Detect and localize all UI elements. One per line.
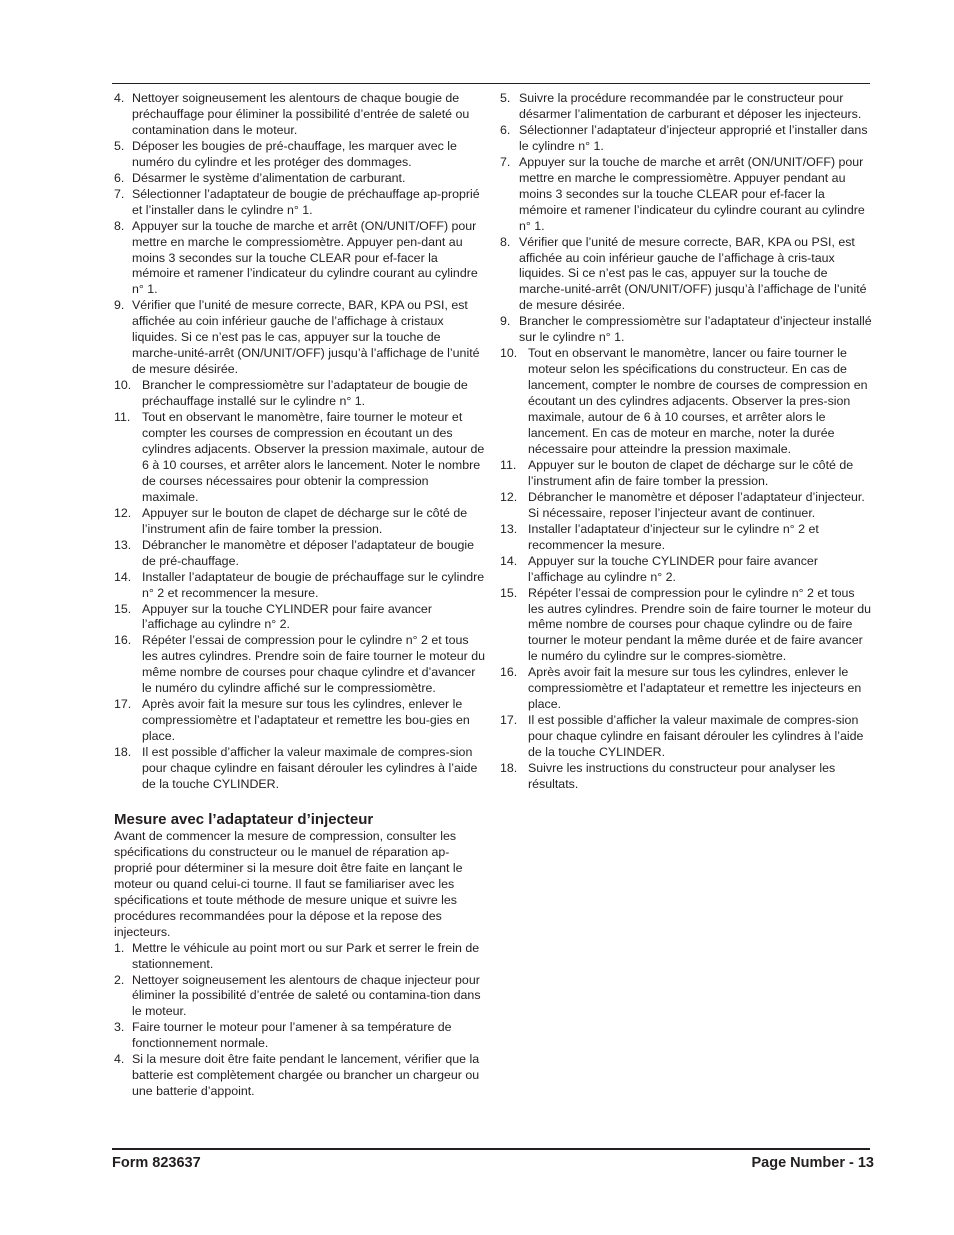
list-item [114,941,486,973]
step-number: 4. [114,1052,125,1067]
list-item [114,139,486,171]
step-number: 5. [114,138,125,153]
step-number: 6. [500,122,511,137]
left-column [114,91,486,1100]
step-number: 6. [114,170,125,185]
step-number: 3. [114,1020,125,1035]
step-number: 4. [114,91,125,105]
list-item [500,91,872,123]
step-number: 7. [114,186,125,201]
list-item [114,187,486,219]
step-text: Brancher le compressiomètre sur l’adaptateur d’injecteur installé sur le cylindre n° 1. [519,314,872,345]
list-item [500,761,872,793]
list-item [500,123,872,155]
step-text: Après avoir fait la mesure sur tous les cylindres, enlever le compressiomètre et l’adaptateur et remettre les injecteurs en place. [528,665,862,712]
step-number: 12. [114,505,132,520]
step-text: Vérifier que l’unité de mesure correcte, BAR, KPA ou PSI, est affichée au coin inférieur gauche de l’affichage à cristaux liquides. Si ce n’est pas le cas, appuyer sur la touche de marche-unité-arrêt (ON/UNIT/OFF) jusqu’à l’affichage de l’unité de mesure désirée. [132,298,480,377]
step-text: Appuyer sur le bouton de clapet de décharge sur le côté de l’instrument afin de faire tomber la pression. [528,457,854,488]
step-number: 13. [500,521,518,536]
step-text: Tout en observant le manomètre, faire tourner le moteur et compter les courses de compression en écoutant un des cylindres adjacents. Observer la pression maximale, autour de 6 à 10 courses, et arrêter alors le lancement. Noter le nombre de courses nécessaires pour obtenir la compression maximale. [142,410,485,504]
step-text: Après avoir fait la mesure sur tous les cylindres, enlever le compressiomètre et l’adaptateur et remettre les bou-gies en place. [142,697,470,744]
list-item [500,490,872,522]
step-text: Répéter l’essai de compression pour le cylindre n° 2 et tous les autres cylindres. Prendre soin de faire tourner le moteur du même nombre de courses pour chaque cylindre et d’avancer le numéro du cylindre affiché sur le compressiomètre. [142,633,485,696]
list-item [500,346,872,458]
step-text: Appuyer sur la touche de marche et arrêt (ON/UNIT/OFF) pour mettre en marche le compressiomètre. Appuyer pendant au moins 3 secondes sur la touche CLEAR pour ef-facer la mémoire et ramener l’indicateur du cylindre courant au cylindre n° 1. [519,154,865,233]
footer-rule [112,1148,870,1150]
step-number: 13. [114,537,132,552]
step-text: Nettoyer soigneusement les alentours de chaque bougie de préchauffage pour éliminer la possibilité d’entrée de saleté ou contamination dans le moteur. [132,91,470,137]
list-item [500,235,872,315]
step-number: 16. [500,665,518,680]
step-text: Brancher le compressiomètre sur l’adaptateur de bougie de préchauffage installé sur le cylindre n° 1. [142,378,468,409]
step-text: Sélectionner l’adaptateur de bougie de préchauffage ap-proprié et l’installer dans le cylindre n° 1. [132,186,480,217]
step-number: 17. [114,697,132,712]
list-item [114,1020,486,1052]
step-text: Déposer les bougies de pré-chauffage, les marquer avec le numéro du cylindre et les protéger des dommages. [132,138,457,169]
list-item [500,314,872,346]
glow-plug-steps-list [114,91,486,793]
step-text: Vérifier que l’unité de mesure correcte, BAR, KPA ou PSI, est affichée au coin inférieur gauche de l’affichage à cris-taux liquides. Si ce n’est pas le cas, appuyer sur la touche de marche-unité-arrêt (ON/UNIT/OFF) jusqu’à l’affichage de l’unité de mesure désirée. [519,234,867,313]
list-item [500,554,872,586]
list-item [114,410,486,506]
list-item [114,745,486,793]
step-text: Si la mesure doit être faite pendant le lancement, vérifier que la batterie est complètement chargée ou brancher un chargeur ou une batterie d’appoint. [132,1052,480,1099]
step-text: Répéter l’essai de compression pour le cylindre n° 2 et tous les autres cylindres. Prendre soin de faire tourner le moteur du même nombre de courses pour chaque cylindre ou de faire tourner le moteur pendant la même durée et de faire avancer le numéro du cylindre sur le compres-siomètre. [528,585,871,664]
step-text: Suivre les instructions du constructeur pour analyser les résultats. [528,761,836,791]
list-item [500,458,872,490]
list-item [114,171,486,187]
list-item [114,91,486,139]
step-number: 11. [114,410,131,425]
step-text: Installer l’adaptateur d’injecteur sur le cylindre n° 2 et recommencer la mesure. [528,521,819,552]
step-number: 7. [500,154,511,169]
injector-steps-list-start [114,941,486,1101]
step-number: 1. [114,940,125,955]
list-item [500,665,872,713]
list-item [500,522,872,554]
list-item [114,298,486,378]
step-number: 15. [114,601,132,616]
step-text: Suivre la procédure recommandée par le constructeur pour désarmer l’alimentation de carburant et déposer les injecteurs. [519,91,862,121]
step-number: 10. [500,346,518,361]
step-number: 18. [500,761,518,776]
list-item [500,586,872,666]
step-text: Installer l’adaptateur de bougie de préchauffage sur le cylindre n° 2 et recommencer la mesure. [142,569,485,600]
step-text: Désarmer le système d’alimentation de carburant. [132,170,406,185]
step-number: 9. [114,298,125,313]
list-item [500,713,872,761]
list-item [114,973,486,1021]
step-text: Débrancher le manomètre et déposer l’adaptateur de bougie de pré-chauffage. [142,537,475,568]
step-text: Appuyer sur la touche de marche et arrêt (ON/UNIT/OFF) pour mettre en marche le compressiomètre. Appuyer pen-dant au moins 3 secondes sur la touche CLEAR pour ef-facer la mémoire et ramener l’indicateur du cylindre courant au cylindre n° 1. [132,218,478,297]
step-number: 16. [114,633,132,648]
step-number: 5. [500,91,511,105]
list-item [114,378,486,410]
step-number: 8. [500,234,511,249]
step-text: Tout en observant le manomètre, lancer ou faire tourner le moteur selon les spécifications du constructeur. En cas de lancement, compter le nombre de courses de compression en écoutant un des cylindres adjacents. Observer la pres-sion maximale, autour de 6 à 10 courses, et arrêter alors le lancement. En cas de moteur en marche, noter la durée nécessaire pour atteindre la pression maximale. [528,346,868,456]
step-text: Nettoyer soigneusement les alentours de chaque injecteur pour éliminer la possibilité d’entrée de saleté ou contamina-tion dans le moteur. [132,972,481,1019]
step-text: Débrancher le manomètre et déposer l’adaptateur d’injecteur. Si nécessaire, reposer l’injecteur avant de continuer. [528,489,865,520]
step-text: Sélectionner l’adaptateur d’injecteur approprié et l’installer dans le cylindre n° 1. [519,122,868,153]
list-item [114,570,486,602]
step-number: 2. [114,972,125,987]
step-text: Appuyer sur la touche CYLINDER pour faire avancer l’affichage au cylindre n° 2. [142,601,432,632]
step-text: Il est possible d’afficher la valeur maximale de compres-sion pour chaque cylindre en faisant dérouler les cylindres à l’aide de la touche CYLINDER. [142,745,478,791]
list-item [114,538,486,570]
step-number: 14. [114,569,132,584]
page-number: Page Number - 13 [751,1155,874,1171]
list-item [114,1052,486,1100]
list-item [114,633,486,697]
step-number: 17. [500,713,518,728]
section-intro: Avant de commencer la mesure de compression, consulter les spécifications du constructeur ou le manuel de réparation ap-proprié pour déterminer si la mesure doit être faite en lançant le moteur ou quand celui-ci tourne. Il faut se familiariser avec les spécifications et toute méthode de mesure unique et suivre les procédures recommandées pour la dépose et la repose des injecteurs. [114,828,463,939]
step-number: 18. [114,745,132,760]
step-text: Faire tourner le moteur pour l’amener à sa température de fonctionnement normale. [132,1020,452,1051]
section-heading: Mesure avec l’adaptateur d’injecteur [114,810,374,828]
header-rule [112,83,870,84]
step-number: 8. [114,218,125,233]
injector-steps-list-continued [500,91,872,793]
step-number: 14. [500,553,518,568]
step-number: 15. [500,585,518,600]
list-item [114,219,486,299]
step-number: 9. [500,314,511,329]
step-text: Appuyer sur la touche CYLINDER pour faire avancer l’affichage au cylindre n° 2. [528,553,818,584]
list-item [114,602,486,634]
list-item [114,697,486,745]
step-text: Mettre le véhicule au point mort ou sur Park et serrer le frein de stationnement. [132,940,480,971]
step-number: 10. [114,378,132,393]
list-item [114,506,486,538]
step-number: 12. [500,489,518,504]
form-number: Form 823637 [112,1155,201,1171]
step-text: Il est possible d’afficher la valeur maximale de compres-sion pour chaque cylindre en faisant dérouler les cylindres à l’aide de la touche CYLINDER. [528,713,864,760]
right-column [500,91,872,793]
step-number: 11. [500,457,517,472]
step-text: Appuyer sur le bouton de clapet de décharge sur le côté de l’instrument afin de faire tomber la pression. [142,505,468,536]
list-item [500,155,872,235]
